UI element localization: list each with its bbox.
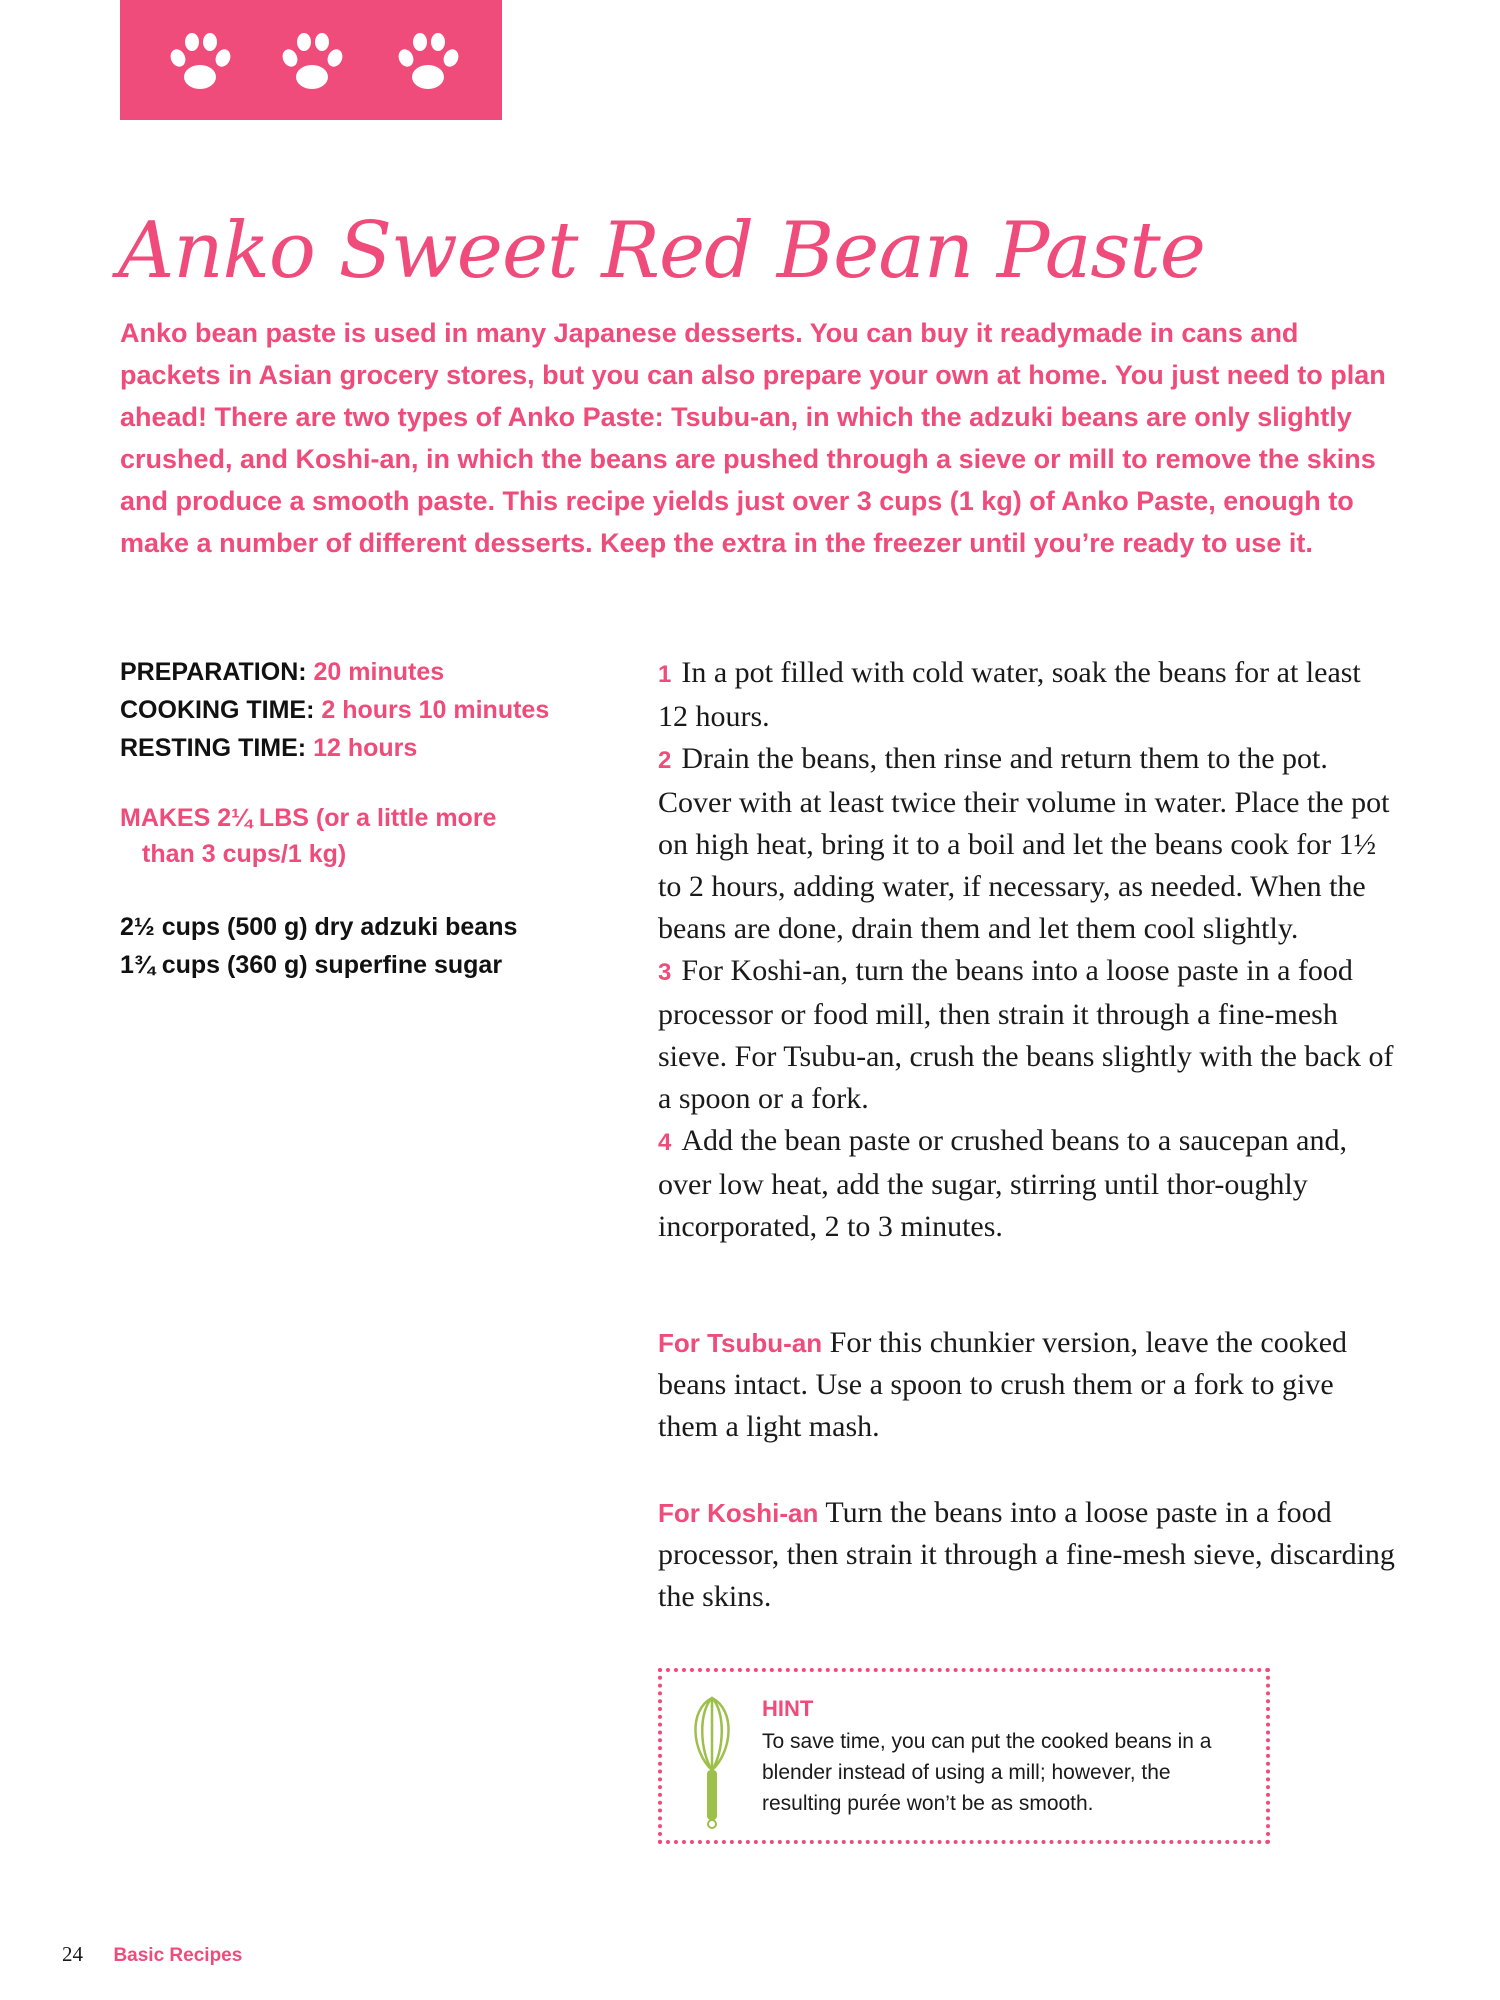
- resting-label: RESTING TIME:: [120, 734, 307, 762]
- step-item: [658, 1120, 1398, 1248]
- ingredient-item: 1¾ cups (360 g) superfine sugar: [120, 951, 503, 979]
- paw-print-icon: [388, 22, 468, 102]
- recipe-title: Anko Sweet Red Bean Paste: [118, 206, 1205, 296]
- step-text: Add the bean paste or crushed beans to a saucepan and, over low heat, add the sugar, stirring until thor-oughly incorporated, 2 to 3 minutes.: [658, 1124, 1347, 1243]
- preparation-time: [120, 653, 620, 691]
- variant-text: For this chunkier version, leave the cooked beans intact. Use a spoon to crush them or a fork to give them a light mash.: [658, 1326, 1348, 1443]
- recipe-intro: Anko bean paste is used in many Japanese desserts. You can buy it readymade in cans and packets in Asian grocery stores, but you can also prepare your own at home. You just need to plan ahead! There are two types of Anko Paste: Tsubu-an, in which the adzuki beans are only slightly crushed, and Koshi-an, in which the beans are pushed through a sieve or mill to remove the skins and produce a smooth paste. This recipe yields just over 3 cups (1 kg) of Anko Paste, enough to make a number of different desserts. Keep the extra in the freezer until you’re ready to use it.: [120, 318, 1386, 558]
- cooking-label: COOKING TIME:: [120, 696, 315, 724]
- step-number: 1: [658, 661, 672, 688]
- recipe-times: [120, 653, 620, 767]
- variant-koshi-an: [658, 1492, 1398, 1618]
- cooking-time: [120, 691, 620, 729]
- method-steps: [658, 652, 1398, 1248]
- step-text: In a pot filled with cold water, soak the beans for at least 12 hours.: [658, 656, 1361, 733]
- step-item: [658, 652, 1398, 738]
- ingredient-item: 2½ cups (500 g) dry adzuki beans: [120, 913, 518, 941]
- paw-print-icon: [272, 22, 352, 102]
- whisk-icon: [684, 1690, 740, 1830]
- cooking-value: 2 hours 10 minutes: [321, 696, 550, 724]
- preparation-value: 20 minutes: [313, 658, 445, 686]
- step-item: [658, 738, 1398, 950]
- step-number: 3: [658, 959, 672, 986]
- hint-text: To save time, you can put the cooked beans in a blender instead of using a mill; however, the resulting purée won’t be as smooth.: [762, 1730, 1212, 1815]
- variant-lead: For Tsubu-an: [658, 1328, 823, 1358]
- resting-value: 12 hours: [313, 734, 418, 762]
- hint-title: HINT: [762, 1696, 814, 1721]
- header-banner: [120, 0, 502, 120]
- variant-tsubu-an: [658, 1322, 1398, 1448]
- yield-line-1: MAKES 2¼ LBS (or a little more: [120, 804, 497, 832]
- page-number: 24: [62, 1942, 83, 1966]
- recipe-yield: [120, 800, 580, 872]
- resting-time: [120, 729, 620, 767]
- preparation-label: PREPARATION:: [120, 658, 307, 686]
- step-number: 4: [658, 1129, 672, 1156]
- step-number: 2: [658, 747, 672, 774]
- variant-text: Turn the beans into a loose paste in a food processor, then strain it through a fine-mesh sieve, discarding the skins.: [658, 1496, 1395, 1613]
- hint-box: [658, 1668, 1270, 1844]
- step-text: Drain the beans, then rinse and return them to the pot. Cover with at least twice their volume in water. Place the pot on high heat, bring it to a boil and let the beans cook for 1½ to 2 hours, adding water, if necessary, as needed. When the beans are done, drain them and let them cool slightly.: [658, 742, 1390, 945]
- ingredient-list: [120, 908, 620, 984]
- section-name: Basic Recipes: [113, 1945, 243, 1966]
- step-item: [658, 950, 1398, 1120]
- variant-lead: For Koshi-an: [658, 1498, 819, 1528]
- paw-print-icon: [160, 22, 240, 102]
- step-text: For Koshi-an, turn the beans into a loose paste in a food processor or food mill, then strain it through a fine-mesh sieve. For Tsubu-an, crush the beans slightly with the back of a spoon or a fork.: [658, 954, 1394, 1115]
- page-footer: [62, 1942, 242, 1967]
- yield-line-2: than 3 cups/1 kg): [142, 840, 347, 868]
